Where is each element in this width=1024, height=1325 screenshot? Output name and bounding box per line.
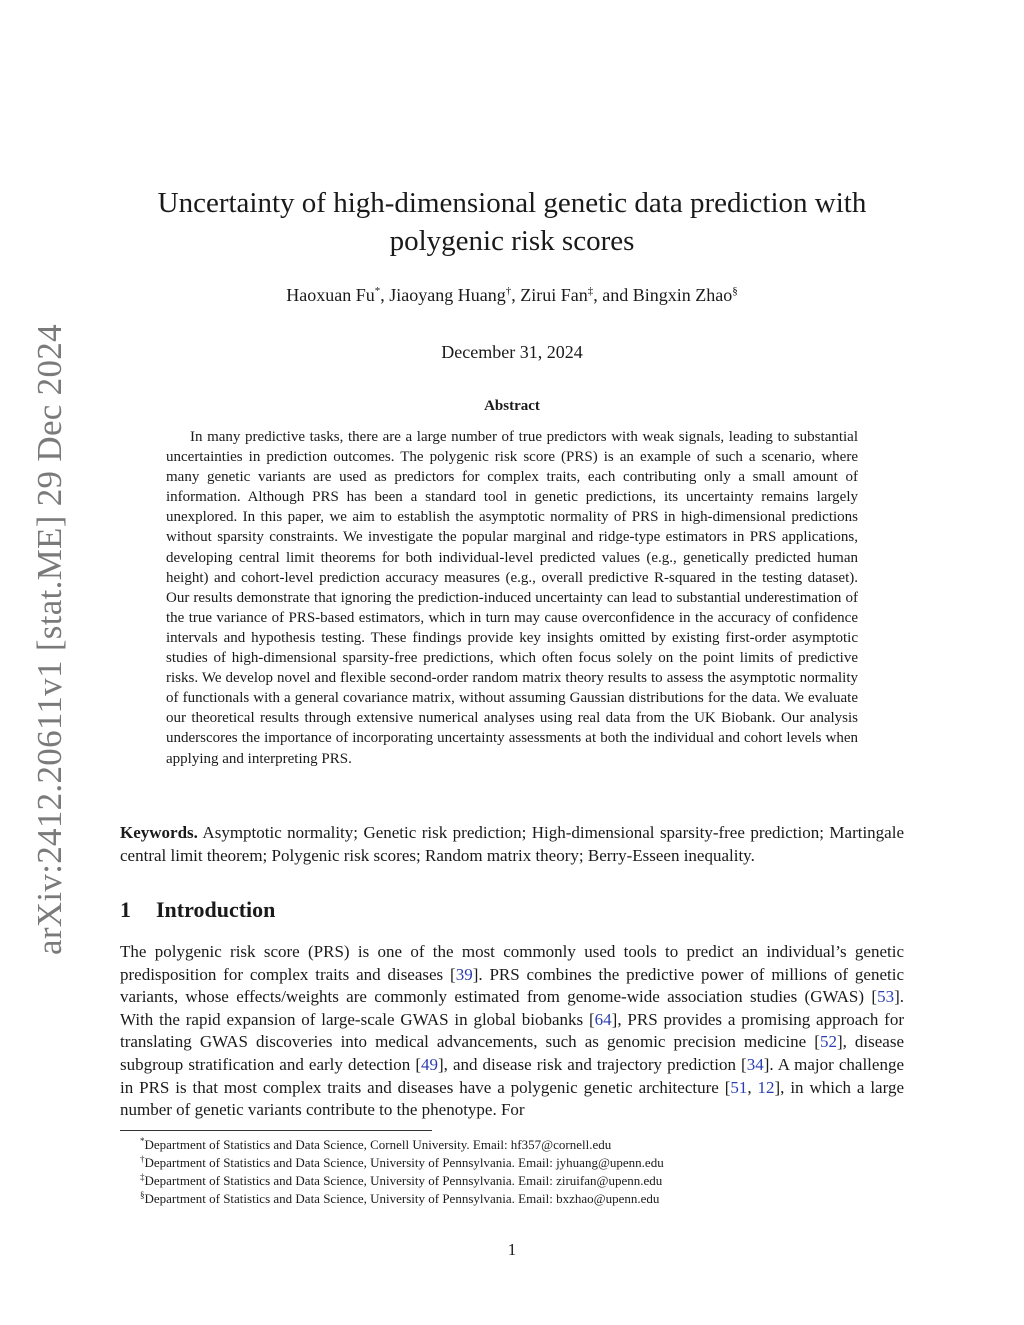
footnote-text: Department of Statistics and Data Science, University of Pennsylvania. Email: bxzhao@upenn.edu <box>144 1191 660 1206</box>
footnote-text: Department of Statistics and Data Science, University of Pennsylvania. Email: ziruifan@upenn.edu <box>144 1173 663 1188</box>
citation-link[interactable]: 51 <box>730 1077 748 1097</box>
author-separator: , <box>511 285 521 305</box>
citation-link[interactable]: 12 <box>757 1077 775 1097</box>
author-name: Zirui Fan <box>520 285 588 305</box>
author-affiliation-mark: § <box>732 285 738 297</box>
paper-title: Uncertainty of high-dimensional genetic data prediction with polygenic risk scores <box>157 187 867 257</box>
citation-link[interactable]: 39 <box>455 964 473 984</box>
keywords-paragraph <box>120 821 904 867</box>
intro-text: ], disease subgroup stratification and early detection [ <box>120 1032 904 1074</box>
abstract-heading: Abstract <box>484 398 540 414</box>
author-separator: , <box>380 285 390 305</box>
author-affiliation-mark: † <box>505 285 512 297</box>
intro-text: The polygenic risk score (PRS) is one of the most commonly used tools to predict an individual’s genetic predisposition for complex traits and diseases [ <box>120 942 904 984</box>
arxiv-identifier-stamp: arXiv:2412.20611v1 [stat.ME] 29 Dec 2024 <box>30 324 69 955</box>
introduction-paragraph <box>120 941 904 1122</box>
intro-text: ]. With the rapid expansion of large-scale GWAS in global biobanks [ <box>120 987 904 1029</box>
intro-text: ], and disease risk and trajectory prediction [ <box>437 1054 747 1074</box>
keywords-label: Keywords. <box>120 823 198 842</box>
footnote-affiliation <box>120 1136 904 1154</box>
abstract-text: In many predictive tasks, there are a large number of true predictors with weak signals, leading to substantial uncertainties in prediction outcomes. The polygenic risk score (PRS) is an example of such a scenario, where many genetic variants are used as predictors for complex traits, each contributing only a small amount of information. Although PRS has been a standard tool in genetic predictions, its uncertainty remains largely unexplored. In this paper, we aim to establish the asymptotic normality of PRS in high-dimensional predictions without sparsity constraints. We investigate the popular marginal and ridge-type estimators in PRS applications, developing central limit theorems for both individual-level predicted values (e.g., genetically predicted human height) and cohort-level prediction accuracy measures (e.g., overall predictive R-squared in the testing dataset). Our results demonstrate that ignoring the prediction-induced uncertainty can lead to substantial underestimation of the true variance of PRS-based estimators, which in turn may cause overconfidence in the accuracy of confidence intervals and hypothesis testing. These findings provide key insights omitted by existing first-order asymptotic studies of high-dimensional sparsity-free predictions, which often focus solely on the point limits of predictive risks. We develop novel and flexible second-order random matrix theory results to assess the asymptotic normality of functionals with a general covariance matrix, without assuming Gaussian distributions for the data. We evaluate our theoretical results through extensive numerical analyses using real data from the UK Biobank. Our analysis underscores the importance of incorporating uncertainty assessments at both the individual and cohort levels when applying and interpreting PRS. <box>166 429 858 767</box>
footnote-mark: * <box>140 1136 145 1146</box>
citation-link[interactable]: 53 <box>877 987 895 1007</box>
author-separator: , and <box>593 285 633 305</box>
footnotes <box>120 1136 904 1208</box>
footnote-mark: † <box>140 1154 145 1164</box>
footnote-text: Department of Statistics and Data Science, University of Pennsylvania. Email: jyhuang@upenn.edu <box>144 1155 664 1170</box>
citation-link[interactable]: 52 <box>819 1032 837 1052</box>
intro-text: ], in which a large number of genetic variants contribute to the phenotype. For <box>120 1077 905 1120</box>
author-name: Bingxin Zhao <box>632 285 733 305</box>
footnote-text: Department of Statistics and Data Science, Cornell University. Email: hf357@cornell.edu <box>144 1137 612 1152</box>
keywords-text: Asymptotic normality; Genetic risk prediction; High-dimensional sparsity-free prediction; Martingale central limit theorem; Polygenic risk scores; Random matrix theory; Berry-Esseen inequality. <box>120 823 904 865</box>
section-title: Introduction <box>156 897 276 922</box>
author-name: Haoxuan Fu <box>286 285 375 305</box>
footnote-mark: § <box>140 1190 145 1200</box>
publication-date: December 31, 2024 <box>441 342 583 362</box>
citation-link[interactable]: 34 <box>746 1054 764 1074</box>
section-heading <box>120 896 275 924</box>
author-affiliation-mark: ‡ <box>587 285 594 297</box>
author-affiliation-mark: * <box>374 285 381 297</box>
citation-link[interactable]: 49 <box>420 1054 438 1074</box>
page-number: 1 <box>507 1240 517 1259</box>
section-number: 1 <box>120 897 131 922</box>
intro-text: ], PRS provides a promising approach for translating GWAS discoveries into medical advancements, such as genomic precision medicine [ <box>120 1009 904 1052</box>
citation-link[interactable]: 64 <box>594 1009 612 1029</box>
footnote-mark: ‡ <box>140 1172 145 1182</box>
intro-text: , <box>747 1077 758 1097</box>
footnote-affiliation <box>120 1172 904 1190</box>
footnote-affiliation <box>120 1154 904 1172</box>
author-name: Jiaoyang Huang <box>389 285 506 305</box>
footnote-divider <box>120 1130 432 1131</box>
footnote-affiliation <box>120 1190 904 1208</box>
intro-text: ]. PRS combines the predictive power of millions of genetic variants, whose effects/weights are commonly estimated from genome-wide association studies (GWAS) [ <box>120 964 904 1007</box>
intro-text: ]. A major challenge in PRS is that most complex traits and diseases have a polygenic genetic architecture [ <box>120 1054 904 1097</box>
author-list <box>120 283 904 307</box>
